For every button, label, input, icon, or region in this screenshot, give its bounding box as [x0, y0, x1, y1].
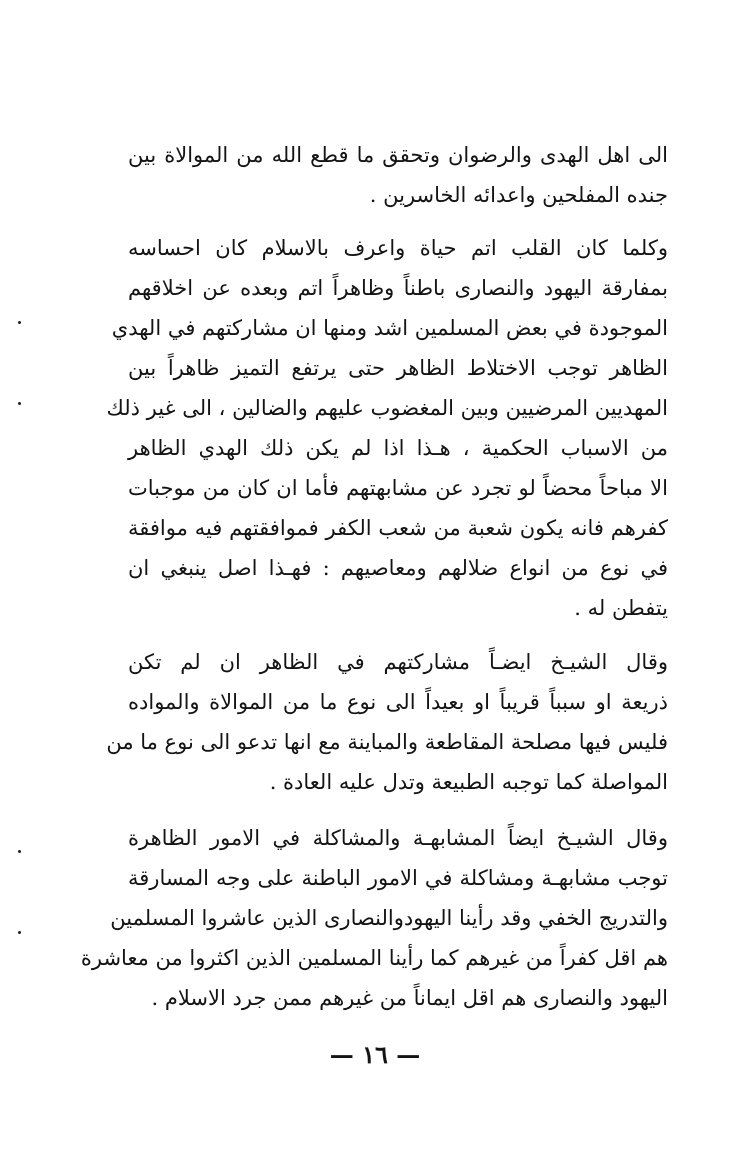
text-line: الا مباحاً محضاً لو تجرد عن مشابهتهم فأما ان كان من موجبات — [128, 476, 668, 500]
page-number: — ١٦ — — [329, 1040, 421, 1069]
text-line: فليس فيها مصلحة المقاطعة والمباينة مع انها تدعو الى نوع ما من — [106, 730, 668, 754]
paragraph-2 — [106, 228, 668, 628]
text-line: المهديين المرضيين وبين المغضوب عليهم والضالين ، الى غير ذلك — [106, 396, 668, 420]
text-line: الظاهر توجب الاختلاط الظاهر حتى يرتفع التميز ظاهراً بين — [128, 356, 668, 380]
text-line: بمفارقة اليهود والنصارى باطناً وظاهراً اتم وبعده عن اخلاقهم — [128, 276, 668, 300]
paragraph-1 — [128, 135, 668, 215]
paragraph-3 — [106, 642, 668, 802]
text-line: كفرهم فانه يكون شعبة من شعب الكفر فموافقتهم فيه موافقة — [128, 516, 668, 540]
margin-mark — [18, 321, 21, 324]
text-line: الموجودة في بعض المسلمين اشد ومنها ان مشاركتهم في الهدي — [111, 316, 668, 340]
margin-mark — [18, 850, 21, 853]
margin-mark — [18, 931, 21, 934]
text-line: وقال الشيـخ ايضـاً مشاركتهم في الظاهر ان لم تكن — [128, 650, 668, 674]
text-line: من الاسباب الحكمية ، هـذا اذا لم يكن ذلك الهدي الظاهر — [128, 436, 668, 460]
text-line: وقال الشيـخ ايضاً المشابهـة والمشاكلة في الامور الظاهرة — [128, 826, 668, 850]
text-line: المواصلة كما توجبه الطبيعة وتدل عليه العادة . — [269, 770, 668, 794]
text-line: والتدريج الخفي وقد رأينا اليهودوالنصارى الذين عاشروا المسلمين — [110, 906, 668, 930]
text-line: يتفطن له . — [574, 596, 668, 620]
text-line: ذريعة او سبباً قريباً او بعيداً الى نوع ما من الموالاة والمواده — [128, 690, 668, 714]
text-line: وكلما كان القلب اتم حياة واعرف بالاسلام كان احساسه — [128, 236, 668, 260]
text-line: اليهود والنصارى هم اقل ايماناً من غيرهم ممن جرد الاسلام . — [151, 986, 668, 1010]
text-line: هم اقل كفراً من غيرهم كما رأينا المسلمين الذين اكثروا من معاشرة — [80, 946, 668, 970]
text-line: توجب مشابهـة ومشاكلة في الامور الباطنة على وجه المسارقة — [128, 866, 668, 890]
text-line: الى اهل الهدى والرضوان وتحقق ما قطع الله من الموالاة بين — [128, 143, 668, 167]
text-line: في نوع من انواع ضلالهم ومعاصيهم : فهـذا اصل ينبغي ان — [128, 556, 668, 580]
paragraph-4 — [80, 818, 668, 1018]
text-line: جنده المفلحين واعدائه الخاسرين . — [369, 183, 668, 207]
margin-mark — [18, 402, 21, 405]
